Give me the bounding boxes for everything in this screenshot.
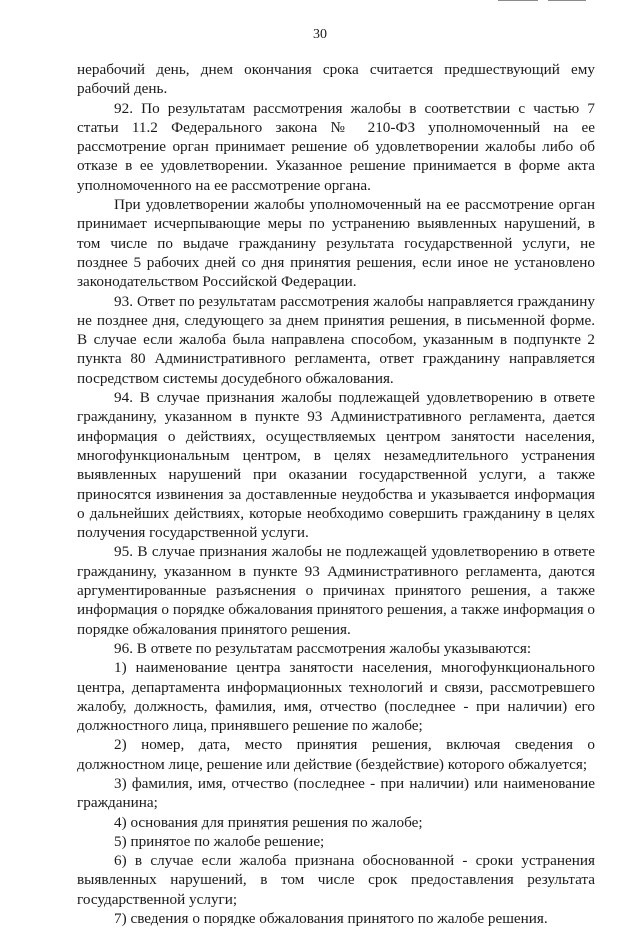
paragraph: 95. В случае признания жалобы не подлежащей удовлетворению в ответе гражданину, указанном в пункте 93 Административного регламента, даются аргументированные разъяснения о причинах принятого решения, а также информация о порядке обжалования принятого решения, а также информация о порядке обжалования принятого решения. xyxy=(77,543,595,638)
document-body xyxy=(77,60,595,928)
paragraph: 93. Ответ по результатам рассмотрения жалобы направляется гражданину не позднее дня, следующего за днем принятия решения, в письменной форме. В случае если жалоба была направлена способом, указанным в подпункте 2 пункта 80 Административного регламента, ответ гражданину направляется посредством системы досудебного обжалования. xyxy=(77,292,595,387)
paragraph: При удовлетворении жалобы уполномоченный на ее рассмотрение орган принимает исчерпывающие меры по устранению выявленных нарушений, в том числе по выдаче гражданину результата государственной услуги, не позднее 5 рабочих дней со дня принятия решения, если иное не установлено законодательством Российской Федерации. xyxy=(77,196,595,291)
paragraph: 92. По результатам рассмотрения жалобы в соответствии с частью 7 статьи 11.2 Федерального закона № 210-ФЗ уполномоченный на ее рассмотрение орган принимает решение об удовлетворении жалобы либо об отказе в ее удовлетворении. Указанное решение принимается в форме акта уполномоченного на ее рассмотрение органа. xyxy=(77,99,595,194)
top-rule-left xyxy=(498,0,538,1)
paragraph: 3) фамилия, имя, отчество (последнее - при наличии) или наименование гражданина; xyxy=(77,774,595,812)
paragraph: 2) номер, дата, место принятия решения, включая сведения о должностном лице, решение или действие (бездействие) которого обжалуется; xyxy=(77,736,595,773)
top-rule-right xyxy=(548,0,586,1)
paragraph: 5) принятое по жалобе решение; xyxy=(114,832,325,850)
paragraph: нерабочий день, днем окончания срока считается предшествующий ему рабочий день. xyxy=(77,61,595,98)
paragraph: 4) основания для принятия решения по жалобе; xyxy=(114,813,423,831)
paragraph: 96. В ответе по результатам рассмотрения жалобы указываются: xyxy=(114,639,532,657)
paragraph: 1) наименование центра занятости населения, многофункционального центра, департамента информационных технологий и связи, рассмотревшего жалобу, должность, фамилия, имя, отчество (последнее - при наличии) его должностного лица, принявшего решение по жалобе; xyxy=(77,659,595,735)
paragraph: 94. В случае признания жалобы подлежащей удовлетворению в ответе гражданину, указанном в пункте 93 Административного регламента, дается информация о действиях, осуществляемых центром занятости населения, многофункциональным центром, в целях незамедлительного устранения выявленных нарушений при оказании государственной услуги, а также приносятся извинения за доставленные неудобства и указывается информация о дальнейших действиях, которые необходимо совершить гражданину в целях получения государственной услуги. xyxy=(77,389,595,542)
paragraph: 6) в случае если жалоба признана обоснованной - сроки устранения выявленных нарушений, в том числе срок предоставления результата государственной услуги; xyxy=(77,852,595,908)
paragraph: 7) сведения о порядке обжалования принятого по жалобе решения. xyxy=(114,910,548,928)
page-number: 30 xyxy=(313,27,327,42)
